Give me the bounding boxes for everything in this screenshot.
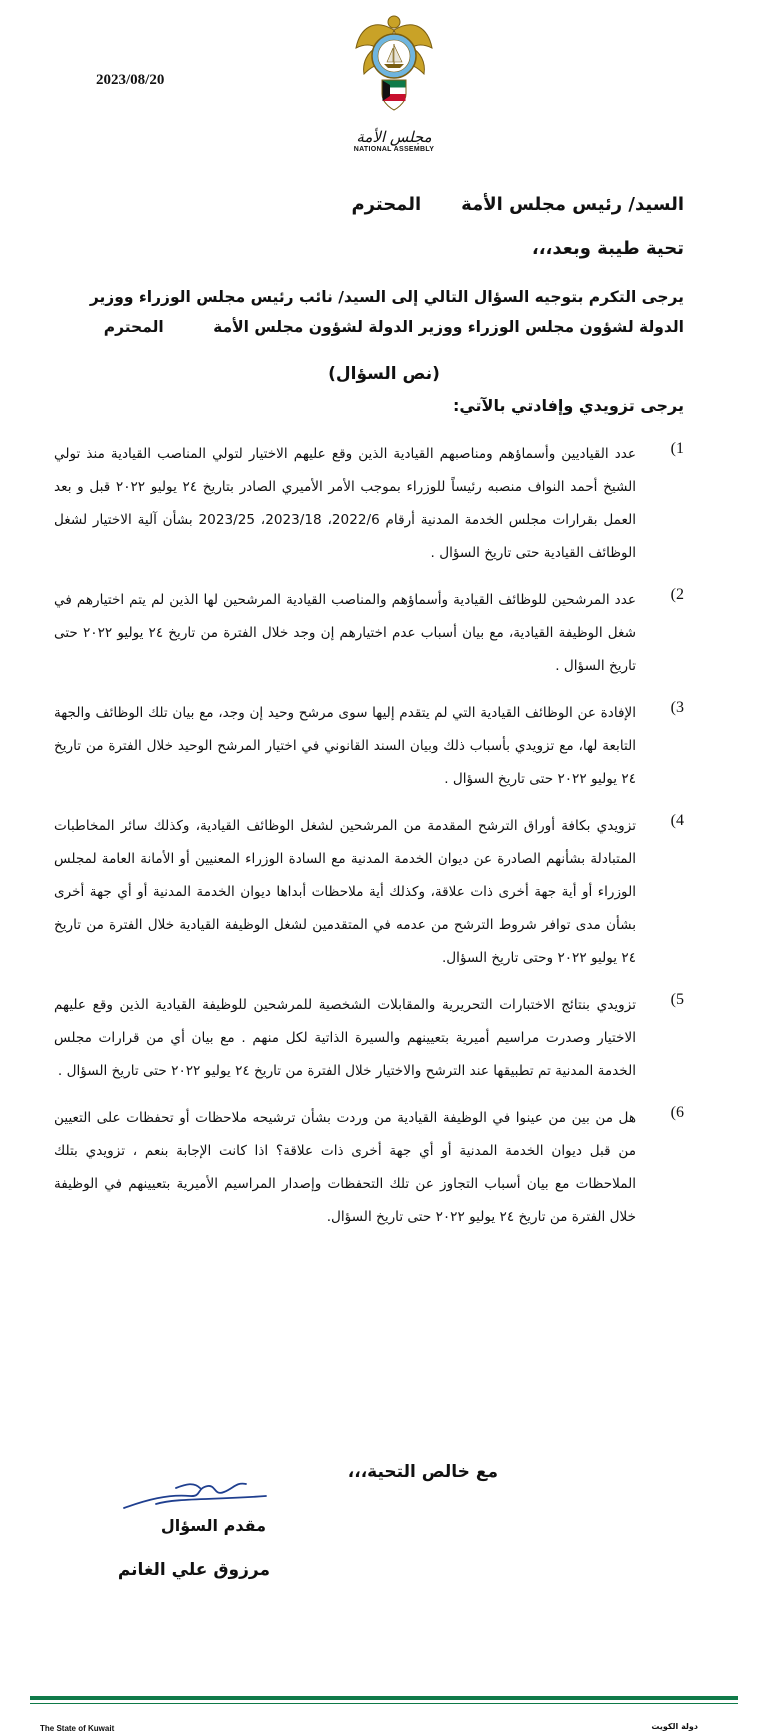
item-number: (3: [670, 699, 684, 716]
list-item: [54, 584, 684, 683]
item-text: الإفادة عن الوظائف القيادية التي لم يتقدم إليها سوى مرشح وحيد إن وجد، مع بيان تلك الوظائف والجهة التابعة لها، مع تزويدي بأسباب ذلك وبيان السند القانوني في اختيار المرشح الوحيد خلال الفترة من تاريخ ٢٤ يوليو ٢٠٢٢ حتى تاريخ السؤال .: [54, 705, 636, 787]
list-item: [54, 989, 684, 1088]
item-text: عدد المرشحين للوظائف القيادية وأسماؤهم والمناصب القيادية المرشحين لها الذين لم يتم اختيارهم في شغل الوظيفة القيادية، مع بيان أسباب عدم اختيارهم إن وجد خلال الفترة من تاريخ ٢٤ يوليو ٢٠٢٢ حتى تاريخ السؤال .: [54, 592, 636, 674]
intro-text: يرجى التكرم بتوجيه السؤال التالي إلى السيد/ نائب رئيس مجلس الوزراء ووزير الدولة لشؤون مجلس الوزراء ووزير الدولة لشؤون مجلس الأمة: [89, 288, 684, 336]
intro-paragraph: [64, 282, 684, 342]
list-item: [54, 1102, 684, 1234]
item-text: تزويدي بنتائج الاختبارات التحريرية والمقابلات الشخصية للمرشحين للوظيفة القيادية الذين وقع عليهم الاختيار وصدرت مراسيم أميرية بتعيينهم والسيرة الذاتية لكل منهم . مع بيان أي من قرارات مجلس الخدمة المدنية تم تطبيقها عند الترشح والاختيار خلال الفترة من تاريخ ٢٤ يوليو ٢٠٢٢ حتى تاريخ السؤال .: [54, 997, 636, 1079]
addressee-honorific: المحترم: [351, 194, 422, 215]
addressee-line: [64, 194, 684, 215]
item-number: (1: [670, 440, 684, 457]
falcon-emblem-icon: [354, 8, 434, 126]
item-number: (4: [670, 812, 684, 829]
footer-divider: [30, 1696, 738, 1700]
list-item: [54, 697, 684, 796]
request-line: يرجى تزويدي وإفادتي بالآتي:: [452, 396, 684, 415]
item-number: (5: [670, 991, 684, 1008]
questioner-title: مقدم السؤال: [160, 1516, 266, 1535]
mp-name: مرزوق علي الغانم: [117, 1560, 270, 1580]
question-title: (نص السؤال): [328, 364, 440, 384]
closing-regards: مع خالص التحية،،،: [347, 1462, 498, 1482]
national-assembly-emblem: [334, 8, 454, 168]
item-text: هل من بين من عينوا في الوظيفة القيادية من وردت بشأن ترشيحه ملاحظات أو تحفظات على التعيين من قبل ديوان الخدمة المدنية أو أي جهة أخرى ذات علاقة؟ اذا كانت الإجابة بنعم ، تزويدي بتلك الملاحظات مع بيان أسباب التجاوز عن تلك التحفظات وإصدار المراسيم الأميرية بتعيينهم في الوظيفة خلال الفترة من تاريخ ٢٤ يوليو ٢٠٢٢ حتى تاريخ السؤال.: [54, 1110, 636, 1225]
emblem-english-caption: NATIONAL ASSEMBLY: [353, 146, 435, 153]
addressee-to: السيد/ رئيس مجلس الأمة: [461, 194, 684, 215]
item-number: (2: [670, 586, 684, 603]
greeting: تحية طيبة وبعد،،،: [531, 238, 684, 259]
footer-divider-thin: [30, 1703, 738, 1704]
item-number: (6: [670, 1104, 684, 1121]
footer-state-ar: دولة الكويت: [651, 1722, 698, 1731]
emblem-arabic-caption: مجلس الأمة: [356, 128, 432, 146]
item-text: تزويدي بكافة أوراق الترشح المقدمة من المرشحين لشغل الوظائف القيادية، وكذلك سائر المخاطبات المتبادلة بشأنهم الصادرة عن ديوان الخدمة المدنية مع السادة الوزراء المعنيين أو الأمانة العامة لمجلس الوزراء أو أية جهة أخرى ذات علاقة، وكذلك أية ملاحظات أبداها ديوان الخدمة المدنية أو أي جهة أخرى بشأن مدى توافر شروط الترشح من عدمه في المتقدمين لشغل الوظيفة القيادية خلال الفترة من تاريخ ٢٤ يوليو ٢٠٢٢ وحتى تاريخ السؤال.: [54, 818, 636, 966]
intro-honorific: المحترم: [103, 318, 164, 336]
item-text: عدد القياديين وأسماؤهم ومناصبهم القيادية الذين وقع عليهم الاختيار لتولي المناصب القيادية منذ تولي الشيخ أحمد النواف منصبه رئيساً للوزراء بموجب الأمر الأميري الصادر بتاريخ ٢٤ يوليو ٢٠٢٢ قبل و بعد العمل بقرارات مجلس الخدمة المدنية أرقام 2022/6، 2023/18، 2023/25 بشأن آلية الاختيار لشغل الوظائف القيادية حتى تاريخ السؤال .: [54, 446, 637, 561]
letter-date: 2023/08/20: [96, 72, 165, 88]
list-item: [54, 438, 684, 570]
list-item: [54, 810, 684, 975]
question-items: [54, 438, 684, 1248]
footer-state-en: The State of Kuwait: [40, 1724, 115, 1733]
